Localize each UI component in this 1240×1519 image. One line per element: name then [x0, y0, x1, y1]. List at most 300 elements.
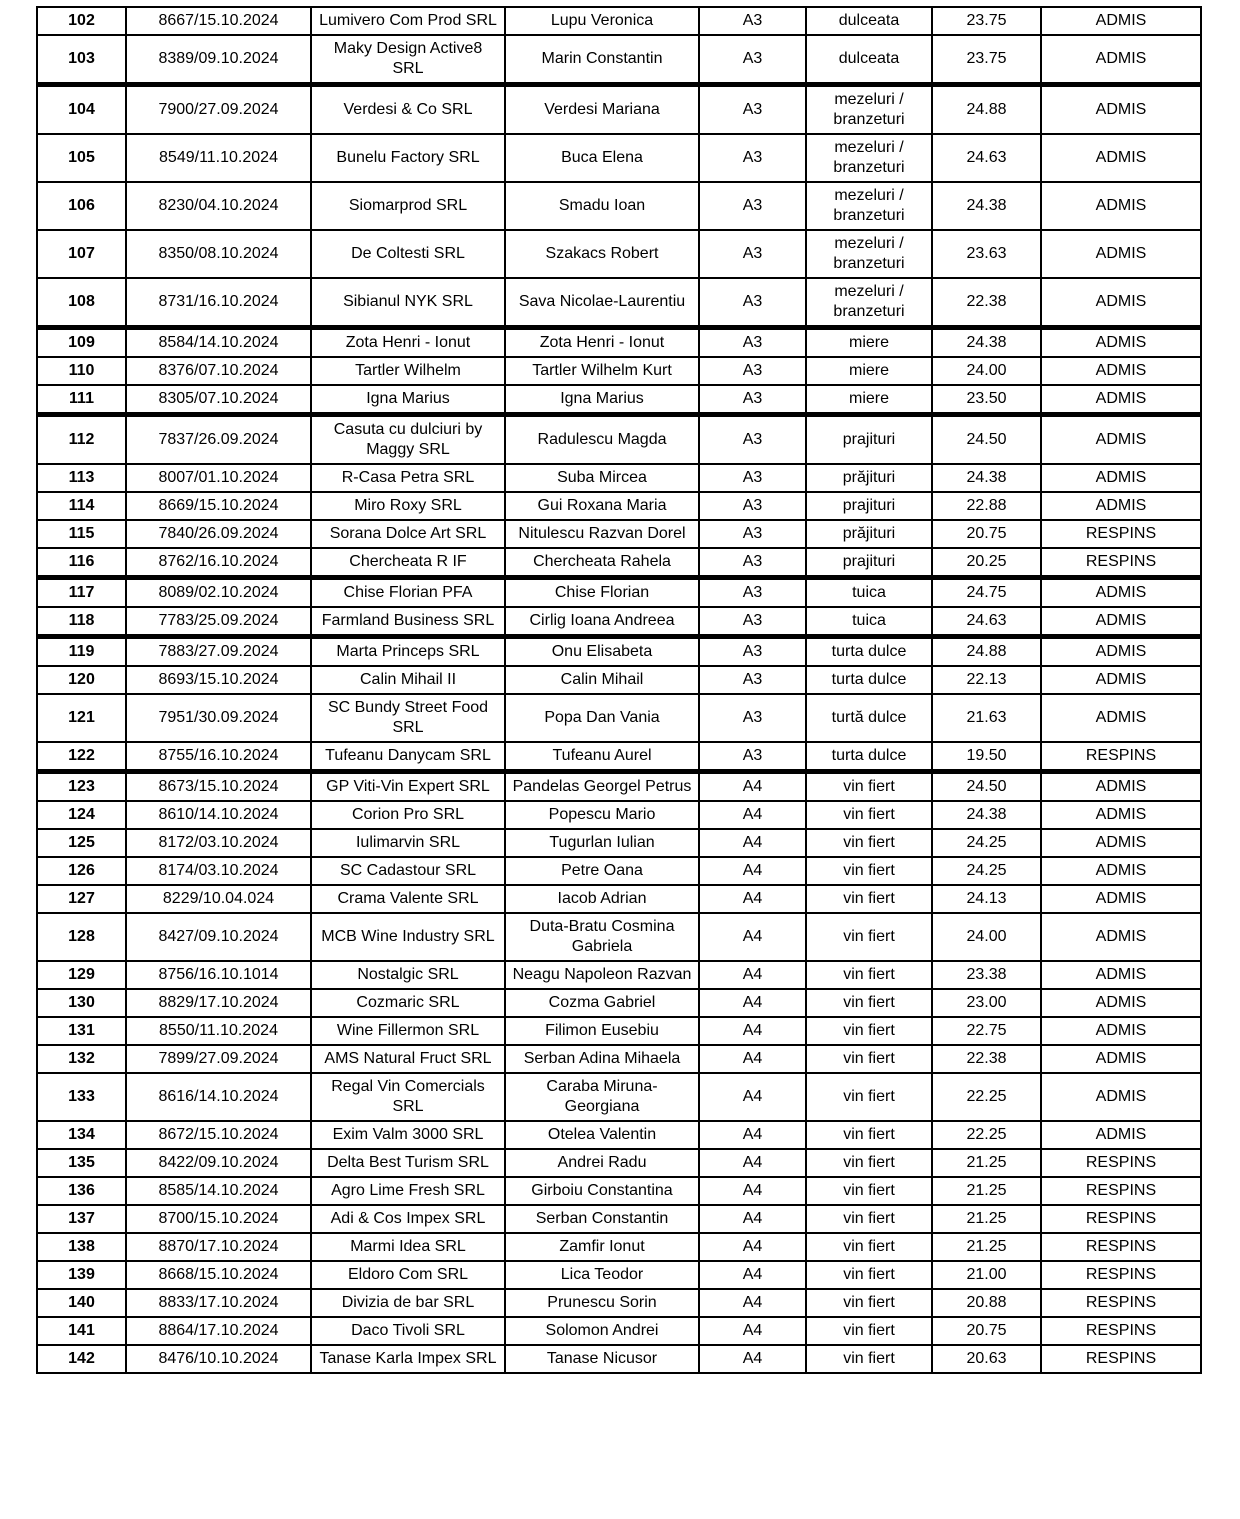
- cell-registration-number: 8829/17.10.2024: [126, 989, 311, 1017]
- table-row: [37, 7, 1201, 35]
- cell-product: miere: [806, 328, 932, 358]
- cell-representative-name: Cirlig Ioana Andreea: [505, 607, 699, 637]
- cell-representative-name: Radulescu Magda: [505, 415, 699, 465]
- cell-registration-number: 8174/03.10.2024: [126, 857, 311, 885]
- cell-score: 24.75: [932, 578, 1041, 608]
- cell-registration-number: 7883/27.09.2024: [126, 637, 311, 667]
- cell-registration-number: 8007/01.10.2024: [126, 464, 311, 492]
- cell-row-number: 112: [37, 415, 126, 465]
- cell-section: A3: [699, 607, 806, 637]
- cell-row-number: 123: [37, 772, 126, 802]
- cell-registration-number: 8305/07.10.2024: [126, 385, 311, 415]
- cell-section: A4: [699, 961, 806, 989]
- cell-company-name: Crama Valente SRL: [311, 885, 505, 913]
- cell-section: A3: [699, 85, 806, 135]
- cell-company-name: Divizia de bar SRL: [311, 1289, 505, 1317]
- cell-result-status: RESPINS: [1041, 520, 1201, 548]
- table-row: [37, 1289, 1201, 1317]
- cell-row-number: 140: [37, 1289, 126, 1317]
- cell-product: vin fiert: [806, 857, 932, 885]
- cell-score: 24.38: [932, 464, 1041, 492]
- cell-registration-number: 8756/16.10.1014: [126, 961, 311, 989]
- cell-company-name: Bunelu Factory SRL: [311, 134, 505, 182]
- cell-company-name: Marta Princeps SRL: [311, 637, 505, 667]
- cell-registration-number: 7783/25.09.2024: [126, 607, 311, 637]
- cell-row-number: 115: [37, 520, 126, 548]
- cell-company-name: Regal Vin Comercials SRL: [311, 1073, 505, 1121]
- table-row: [37, 35, 1201, 85]
- table-row: [37, 1261, 1201, 1289]
- cell-row-number: 135: [37, 1149, 126, 1177]
- table-row: [37, 1149, 1201, 1177]
- cell-result-status: ADMIS: [1041, 7, 1201, 35]
- cell-product: turta dulce: [806, 666, 932, 694]
- cell-result-status: ADMIS: [1041, 885, 1201, 913]
- cell-section: A3: [699, 328, 806, 358]
- cell-registration-number: 8422/09.10.2024: [126, 1149, 311, 1177]
- cell-registration-number: 8616/14.10.2024: [126, 1073, 311, 1121]
- cell-product: mezeluri / branzeturi: [806, 230, 932, 278]
- cell-row-number: 137: [37, 1205, 126, 1233]
- cell-result-status: RESPINS: [1041, 742, 1201, 772]
- cell-representative-name: Suba Mircea: [505, 464, 699, 492]
- cell-product: mezeluri / branzeturi: [806, 134, 932, 182]
- cell-product: prăjituri: [806, 520, 932, 548]
- cell-row-number: 132: [37, 1045, 126, 1073]
- cell-registration-number: 7840/26.09.2024: [126, 520, 311, 548]
- cell-row-number: 141: [37, 1317, 126, 1345]
- cell-score: 24.50: [932, 772, 1041, 802]
- cell-company-name: SC Bundy Street Food SRL: [311, 694, 505, 742]
- cell-section: A4: [699, 1345, 806, 1373]
- cell-representative-name: Otelea Valentin: [505, 1121, 699, 1149]
- table-row: [37, 278, 1201, 328]
- cell-registration-number: 8089/02.10.2024: [126, 578, 311, 608]
- cell-section: A3: [699, 7, 806, 35]
- cell-result-status: RESPINS: [1041, 548, 1201, 578]
- cell-section: A4: [699, 885, 806, 913]
- cell-result-status: ADMIS: [1041, 328, 1201, 358]
- cell-section: A3: [699, 35, 806, 85]
- cell-row-number: 116: [37, 548, 126, 578]
- cell-representative-name: Tufeanu Aurel: [505, 742, 699, 772]
- cell-section: A3: [699, 742, 806, 772]
- cell-score: 23.75: [932, 35, 1041, 85]
- cell-product: dulceata: [806, 35, 932, 85]
- cell-product: mezeluri / branzeturi: [806, 278, 932, 328]
- cell-section: A4: [699, 1149, 806, 1177]
- cell-score: 22.25: [932, 1073, 1041, 1121]
- cell-section: A4: [699, 857, 806, 885]
- cell-representative-name: Solomon Andrei: [505, 1317, 699, 1345]
- cell-representative-name: Popescu Mario: [505, 801, 699, 829]
- cell-company-name: Daco Tivoli SRL: [311, 1317, 505, 1345]
- cell-result-status: ADMIS: [1041, 607, 1201, 637]
- cell-product: miere: [806, 385, 932, 415]
- cell-product: vin fiert: [806, 1345, 932, 1373]
- cell-company-name: Marmi Idea SRL: [311, 1233, 505, 1261]
- cell-score: 22.38: [932, 1045, 1041, 1073]
- cell-score: 21.25: [932, 1149, 1041, 1177]
- cell-score: 20.75: [932, 520, 1041, 548]
- cell-registration-number: 8427/09.10.2024: [126, 913, 311, 961]
- cell-representative-name: Pandelas Georgel Petrus: [505, 772, 699, 802]
- cell-score: 20.88: [932, 1289, 1041, 1317]
- cell-company-name: Farmland Business SRL: [311, 607, 505, 637]
- cell-representative-name: Caraba Miruna-Georgiana: [505, 1073, 699, 1121]
- cell-registration-number: 8230/04.10.2024: [126, 182, 311, 230]
- cell-section: A4: [699, 1177, 806, 1205]
- cell-representative-name: Neagu Napoleon Razvan: [505, 961, 699, 989]
- cell-score: 24.38: [932, 182, 1041, 230]
- cell-result-status: ADMIS: [1041, 134, 1201, 182]
- cell-score: 24.63: [932, 134, 1041, 182]
- cell-score: 24.88: [932, 637, 1041, 667]
- cell-row-number: 131: [37, 1017, 126, 1045]
- cell-row-number: 136: [37, 1177, 126, 1205]
- table-row: [37, 989, 1201, 1017]
- cell-product: prajituri: [806, 548, 932, 578]
- cell-row-number: 125: [37, 829, 126, 857]
- cell-product: vin fiert: [806, 1121, 932, 1149]
- table-row: [37, 1317, 1201, 1345]
- cell-registration-number: 8673/15.10.2024: [126, 772, 311, 802]
- cell-score: 21.63: [932, 694, 1041, 742]
- cell-product: vin fiert: [806, 1289, 932, 1317]
- cell-score: 22.13: [932, 666, 1041, 694]
- cell-result-status: RESPINS: [1041, 1177, 1201, 1205]
- cell-result-status: ADMIS: [1041, 357, 1201, 385]
- cell-registration-number: 8667/15.10.2024: [126, 7, 311, 35]
- table-row: [37, 134, 1201, 182]
- table-row: [37, 607, 1201, 637]
- cell-row-number: 103: [37, 35, 126, 85]
- cell-score: 24.13: [932, 885, 1041, 913]
- cell-row-number: 126: [37, 857, 126, 885]
- cell-company-name: Adi & Cos Impex SRL: [311, 1205, 505, 1233]
- cell-result-status: ADMIS: [1041, 385, 1201, 415]
- cell-section: A3: [699, 578, 806, 608]
- cell-section: A3: [699, 694, 806, 742]
- cell-representative-name: Serban Constantin: [505, 1205, 699, 1233]
- cell-product: vin fiert: [806, 1045, 932, 1073]
- table-row: [37, 1177, 1201, 1205]
- cell-result-status: RESPINS: [1041, 1289, 1201, 1317]
- cell-row-number: 117: [37, 578, 126, 608]
- cell-representative-name: Chise Florian: [505, 578, 699, 608]
- cell-score: 24.50: [932, 415, 1041, 465]
- cell-representative-name: Prunescu Sorin: [505, 1289, 699, 1317]
- cell-representative-name: Cozma Gabriel: [505, 989, 699, 1017]
- table-row: [37, 385, 1201, 415]
- cell-score: 21.25: [932, 1177, 1041, 1205]
- cell-row-number: 130: [37, 989, 126, 1017]
- cell-representative-name: Chercheata Rahela: [505, 548, 699, 578]
- cell-score: 22.88: [932, 492, 1041, 520]
- cell-result-status: ADMIS: [1041, 415, 1201, 465]
- cell-representative-name: Szakacs Robert: [505, 230, 699, 278]
- cell-section: A4: [699, 913, 806, 961]
- cell-representative-name: Andrei Radu: [505, 1149, 699, 1177]
- cell-result-status: ADMIS: [1041, 1017, 1201, 1045]
- cell-registration-number: 7900/27.09.2024: [126, 85, 311, 135]
- cell-row-number: 127: [37, 885, 126, 913]
- cell-result-status: ADMIS: [1041, 492, 1201, 520]
- cell-section: A4: [699, 1205, 806, 1233]
- cell-registration-number: 8350/08.10.2024: [126, 230, 311, 278]
- cell-row-number: 124: [37, 801, 126, 829]
- cell-product: vin fiert: [806, 829, 932, 857]
- cell-row-number: 139: [37, 1261, 126, 1289]
- cell-row-number: 121: [37, 694, 126, 742]
- cell-representative-name: Calin Mihail: [505, 666, 699, 694]
- cell-score: 21.25: [932, 1233, 1041, 1261]
- cell-company-name: Exim Valm 3000 SRL: [311, 1121, 505, 1149]
- table-body: [37, 7, 1201, 1373]
- table-row: [37, 182, 1201, 230]
- cell-row-number: 134: [37, 1121, 126, 1149]
- cell-registration-number: 8693/15.10.2024: [126, 666, 311, 694]
- cell-registration-number: 8584/14.10.2024: [126, 328, 311, 358]
- table-row: [37, 520, 1201, 548]
- cell-score: 20.75: [932, 1317, 1041, 1345]
- cell-product: prajituri: [806, 415, 932, 465]
- cell-representative-name: Popa Dan Vania: [505, 694, 699, 742]
- cell-score: 24.25: [932, 829, 1041, 857]
- cell-score: 23.00: [932, 989, 1041, 1017]
- cell-section: A4: [699, 772, 806, 802]
- cell-representative-name: Tartler Wilhelm Kurt: [505, 357, 699, 385]
- cell-representative-name: Onu Elisabeta: [505, 637, 699, 667]
- cell-result-status: ADMIS: [1041, 1073, 1201, 1121]
- cell-result-status: ADMIS: [1041, 1121, 1201, 1149]
- cell-registration-number: 8585/14.10.2024: [126, 1177, 311, 1205]
- cell-result-status: ADMIS: [1041, 578, 1201, 608]
- cell-product: mezeluri / branzeturi: [806, 85, 932, 135]
- cell-representative-name: Nitulescu Razvan Dorel: [505, 520, 699, 548]
- cell-product: vin fiert: [806, 1233, 932, 1261]
- cell-product: prajituri: [806, 492, 932, 520]
- table-row: [37, 415, 1201, 465]
- cell-representative-name: Zamfir Ionut: [505, 1233, 699, 1261]
- cell-product: tuica: [806, 607, 932, 637]
- table-row: [37, 885, 1201, 913]
- cell-row-number: 108: [37, 278, 126, 328]
- cell-representative-name: Igna Marius: [505, 385, 699, 415]
- cell-representative-name: Iacob Adrian: [505, 885, 699, 913]
- cell-company-name: Igna Marius: [311, 385, 505, 415]
- cell-company-name: SC Cadastour SRL: [311, 857, 505, 885]
- cell-row-number: 119: [37, 637, 126, 667]
- cell-representative-name: Marin Constantin: [505, 35, 699, 85]
- cell-row-number: 111: [37, 385, 126, 415]
- cell-score: 21.00: [932, 1261, 1041, 1289]
- cell-row-number: 110: [37, 357, 126, 385]
- cell-company-name: Tanase Karla Impex SRL: [311, 1345, 505, 1373]
- table-row: [37, 230, 1201, 278]
- cell-company-name: Siomarprod SRL: [311, 182, 505, 230]
- cell-section: A3: [699, 548, 806, 578]
- cell-company-name: Casuta cu dulciuri by Maggy SRL: [311, 415, 505, 465]
- cell-representative-name: Smadu Ioan: [505, 182, 699, 230]
- table-row: [37, 829, 1201, 857]
- cell-score: 23.38: [932, 961, 1041, 989]
- cell-result-status: ADMIS: [1041, 35, 1201, 85]
- table-row: [37, 1017, 1201, 1045]
- cell-product: dulceata: [806, 7, 932, 35]
- cell-section: A4: [699, 989, 806, 1017]
- cell-section: A4: [699, 1233, 806, 1261]
- cell-result-status: RESPINS: [1041, 1233, 1201, 1261]
- cell-result-status: RESPINS: [1041, 1261, 1201, 1289]
- cell-section: A4: [699, 1317, 806, 1345]
- cell-result-status: ADMIS: [1041, 772, 1201, 802]
- table-row: [37, 637, 1201, 667]
- cell-section: A4: [699, 1045, 806, 1073]
- cell-representative-name: Lupu Veronica: [505, 7, 699, 35]
- table-row: [37, 548, 1201, 578]
- cell-company-name: Verdesi & Co SRL: [311, 85, 505, 135]
- cell-section: A3: [699, 492, 806, 520]
- cell-representative-name: Verdesi Mariana: [505, 85, 699, 135]
- cell-row-number: 120: [37, 666, 126, 694]
- cell-registration-number: 8762/16.10.2024: [126, 548, 311, 578]
- cell-result-status: ADMIS: [1041, 637, 1201, 667]
- cell-product: turtă dulce: [806, 694, 932, 742]
- cell-section: A4: [699, 1121, 806, 1149]
- cell-score: 22.25: [932, 1121, 1041, 1149]
- cell-result-status: RESPINS: [1041, 1149, 1201, 1177]
- cell-company-name: Cozmaric SRL: [311, 989, 505, 1017]
- cell-registration-number: 8229/10.04.024: [126, 885, 311, 913]
- cell-row-number: 107: [37, 230, 126, 278]
- cell-row-number: 142: [37, 1345, 126, 1373]
- cell-row-number: 133: [37, 1073, 126, 1121]
- table-row: [37, 666, 1201, 694]
- cell-registration-number: 8172/03.10.2024: [126, 829, 311, 857]
- cell-representative-name: Duta-Bratu Cosmina Gabriela: [505, 913, 699, 961]
- cell-registration-number: 8833/17.10.2024: [126, 1289, 311, 1317]
- cell-company-name: Eldoro Com SRL: [311, 1261, 505, 1289]
- cell-score: 24.63: [932, 607, 1041, 637]
- cell-company-name: Tufeanu Danycam SRL: [311, 742, 505, 772]
- results-table: [36, 6, 1202, 1374]
- cell-section: A3: [699, 385, 806, 415]
- cell-company-name: Tartler Wilhelm: [311, 357, 505, 385]
- cell-company-name: Wine Fillermon SRL: [311, 1017, 505, 1045]
- cell-registration-number: 7951/30.09.2024: [126, 694, 311, 742]
- cell-registration-number: 8700/15.10.2024: [126, 1205, 311, 1233]
- cell-section: A4: [699, 1261, 806, 1289]
- cell-section: A3: [699, 637, 806, 667]
- cell-score: 24.25: [932, 857, 1041, 885]
- cell-score: 22.38: [932, 278, 1041, 328]
- cell-score: 20.63: [932, 1345, 1041, 1373]
- cell-section: A3: [699, 415, 806, 465]
- cell-row-number: 113: [37, 464, 126, 492]
- cell-registration-number: 8549/11.10.2024: [126, 134, 311, 182]
- cell-registration-number: 8389/09.10.2024: [126, 35, 311, 85]
- cell-company-name: Maky Design Active8 SRL: [311, 35, 505, 85]
- cell-representative-name: Zota Henri - Ionut: [505, 328, 699, 358]
- cell-result-status: ADMIS: [1041, 230, 1201, 278]
- cell-registration-number: 8669/15.10.2024: [126, 492, 311, 520]
- table-row: [37, 961, 1201, 989]
- cell-company-name: Chise Florian PFA: [311, 578, 505, 608]
- cell-score: 24.38: [932, 801, 1041, 829]
- cell-row-number: 105: [37, 134, 126, 182]
- cell-representative-name: Filimon Eusebiu: [505, 1017, 699, 1045]
- cell-product: turta dulce: [806, 637, 932, 667]
- cell-result-status: RESPINS: [1041, 1317, 1201, 1345]
- cell-product: tuica: [806, 578, 932, 608]
- cell-product: prăjituri: [806, 464, 932, 492]
- cell-row-number: 138: [37, 1233, 126, 1261]
- cell-product: vin fiert: [806, 961, 932, 989]
- cell-score: 23.50: [932, 385, 1041, 415]
- cell-representative-name: Lica Teodor: [505, 1261, 699, 1289]
- cell-registration-number: 8864/17.10.2024: [126, 1317, 311, 1345]
- cell-registration-number: 7899/27.09.2024: [126, 1045, 311, 1073]
- table-row: [37, 1045, 1201, 1073]
- cell-registration-number: 8476/10.10.2024: [126, 1345, 311, 1373]
- cell-product: mezeluri / branzeturi: [806, 182, 932, 230]
- cell-result-status: RESPINS: [1041, 1205, 1201, 1233]
- table-row: [37, 85, 1201, 135]
- cell-product: vin fiert: [806, 1017, 932, 1045]
- cell-score: 23.75: [932, 7, 1041, 35]
- cell-section: A3: [699, 278, 806, 328]
- cell-product: vin fiert: [806, 913, 932, 961]
- cell-score: 24.00: [932, 913, 1041, 961]
- cell-score: 24.38: [932, 328, 1041, 358]
- cell-company-name: Lumivero Com Prod SRL: [311, 7, 505, 35]
- cell-registration-number: 8668/15.10.2024: [126, 1261, 311, 1289]
- cell-row-number: 109: [37, 328, 126, 358]
- cell-registration-number: 8550/11.10.2024: [126, 1017, 311, 1045]
- cell-score: 20.25: [932, 548, 1041, 578]
- cell-score: 24.00: [932, 357, 1041, 385]
- cell-row-number: 122: [37, 742, 126, 772]
- cell-company-name: Chercheata R IF: [311, 548, 505, 578]
- cell-registration-number: 8376/07.10.2024: [126, 357, 311, 385]
- cell-product: vin fiert: [806, 772, 932, 802]
- cell-company-name: De Coltesti SRL: [311, 230, 505, 278]
- cell-row-number: 114: [37, 492, 126, 520]
- cell-registration-number: 8731/16.10.2024: [126, 278, 311, 328]
- cell-row-number: 118: [37, 607, 126, 637]
- cell-section: A3: [699, 357, 806, 385]
- cell-section: A3: [699, 520, 806, 548]
- table-row: [37, 328, 1201, 358]
- table-row: [37, 492, 1201, 520]
- table-row: [37, 1205, 1201, 1233]
- table-row: [37, 1073, 1201, 1121]
- cell-company-name: GP Viti-Vin Expert SRL: [311, 772, 505, 802]
- cell-result-status: ADMIS: [1041, 182, 1201, 230]
- cell-section: A3: [699, 230, 806, 278]
- cell-company-name: Calin Mihail II: [311, 666, 505, 694]
- cell-company-name: Delta Best Turism SRL: [311, 1149, 505, 1177]
- cell-score: 21.25: [932, 1205, 1041, 1233]
- cell-section: A3: [699, 464, 806, 492]
- table-row: [37, 772, 1201, 802]
- table-row: [37, 578, 1201, 608]
- cell-product: vin fiert: [806, 801, 932, 829]
- table-row: [37, 857, 1201, 885]
- table-row: [37, 742, 1201, 772]
- cell-product: vin fiert: [806, 1261, 932, 1289]
